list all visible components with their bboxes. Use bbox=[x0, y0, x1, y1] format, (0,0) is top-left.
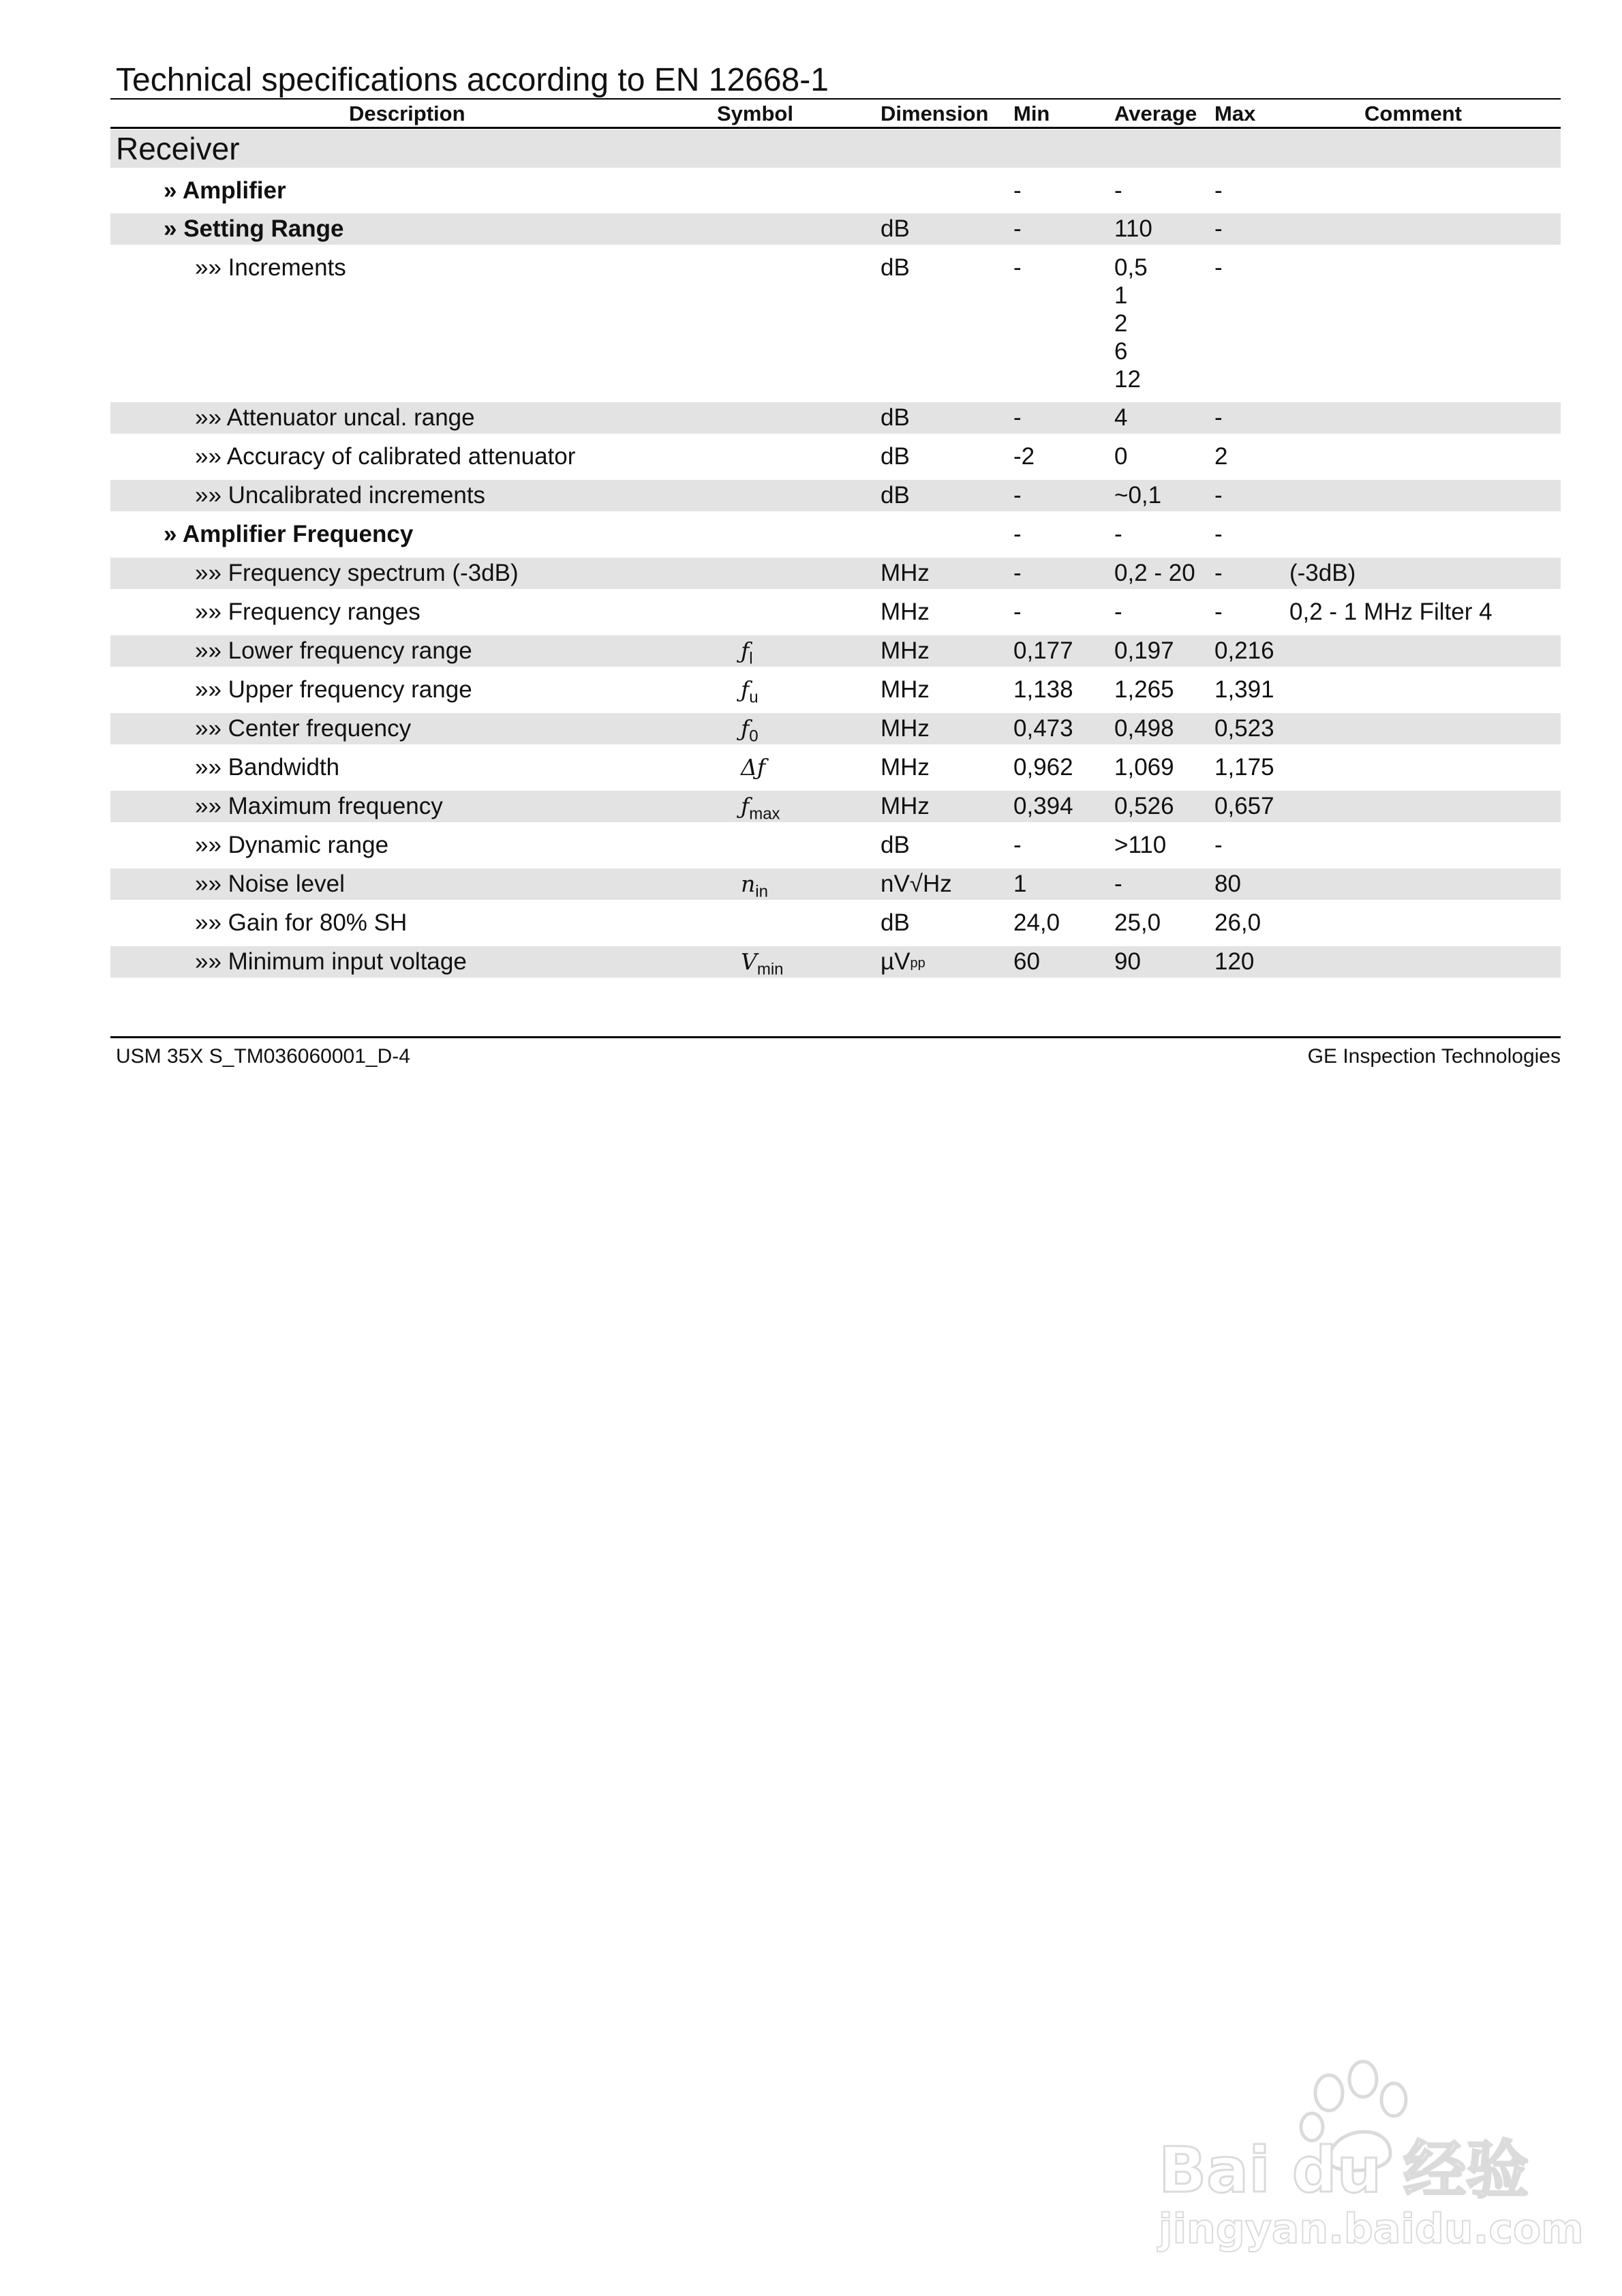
table-row bbox=[110, 830, 1561, 861]
row-max: - bbox=[1214, 599, 1223, 625]
symbol-subscript: u bbox=[749, 688, 759, 707]
row-description: »» Gain for 80% SH bbox=[195, 909, 408, 936]
symbol-main: ƒ bbox=[741, 715, 750, 742]
footer-company: GE Inspection Technologies bbox=[1307, 1045, 1561, 1068]
row-average: 0,498 bbox=[1114, 715, 1174, 742]
row-dimension bbox=[881, 868, 952, 901]
table-row bbox=[110, 558, 1561, 589]
dimension-subscript: pp bbox=[910, 955, 925, 971]
row-dimension bbox=[881, 213, 910, 246]
header-min: Min bbox=[1013, 102, 1050, 125]
watermark-url: jingyan.baidu.com bbox=[1159, 2205, 1584, 2253]
table-row bbox=[110, 596, 1561, 628]
row-min: 0,394 bbox=[1013, 793, 1073, 819]
row-dimension bbox=[881, 441, 910, 474]
row-dimension bbox=[881, 791, 930, 824]
row-max: - bbox=[1214, 177, 1223, 204]
row-description: » Amplifier Frequency bbox=[164, 521, 414, 547]
row-description: » Setting Range bbox=[164, 215, 344, 242]
row-min: 1,138 bbox=[1013, 676, 1073, 703]
dimension-main: dB bbox=[881, 404, 910, 431]
symbol-main: ƒ bbox=[741, 676, 750, 703]
dimension-main: dB bbox=[881, 909, 910, 936]
row-min: - bbox=[1013, 599, 1022, 625]
dimension-main: dB bbox=[881, 254, 910, 281]
row-description: »» Accuracy of calibrated attenuator bbox=[195, 443, 576, 470]
row-dimension bbox=[881, 752, 930, 785]
dimension-main: MHz bbox=[881, 599, 930, 625]
symbol-subscript: max bbox=[749, 804, 780, 824]
row-dimension bbox=[881, 596, 930, 629]
row-max: - bbox=[1214, 521, 1223, 547]
row-max: - bbox=[1214, 215, 1223, 242]
symbol-subscript: 0 bbox=[749, 727, 759, 746]
row-min: - bbox=[1013, 482, 1022, 509]
row-average: 90 bbox=[1114, 948, 1141, 975]
header-rule bbox=[110, 127, 1561, 129]
row-description: »» Increments bbox=[195, 254, 346, 281]
row-min: - bbox=[1013, 560, 1022, 586]
row-dimension bbox=[881, 946, 925, 979]
row-max: 1,175 bbox=[1214, 754, 1274, 781]
symbol-main: Δƒ bbox=[741, 754, 766, 781]
row-average: 0 bbox=[1114, 443, 1128, 470]
row-symbol bbox=[741, 791, 780, 830]
page-title: Technical specifications according to EN 12668-1 bbox=[116, 62, 829, 98]
dimension-main: MHz bbox=[881, 793, 930, 819]
row-average: 0,5 1 2 6 12 bbox=[1114, 254, 1148, 393]
header-description: Description bbox=[349, 102, 465, 125]
footer-rule bbox=[110, 1036, 1561, 1038]
row-min: 0,177 bbox=[1013, 637, 1073, 664]
row-dimension bbox=[881, 402, 910, 435]
row-average: - bbox=[1114, 871, 1122, 897]
table-header bbox=[110, 101, 1561, 127]
symbol-subscript: l bbox=[749, 649, 753, 668]
table-row bbox=[110, 402, 1561, 434]
row-comment: (-3dB) bbox=[1289, 560, 1356, 586]
row-symbol bbox=[741, 674, 759, 714]
dimension-main: dB bbox=[881, 832, 910, 858]
section-receiver bbox=[110, 130, 1561, 168]
row-symbol bbox=[741, 946, 784, 986]
row-description: »» Center frequency bbox=[195, 715, 412, 742]
row-description: »» Uncalibrated increments bbox=[195, 482, 486, 509]
symbol-main: n bbox=[741, 871, 756, 897]
row-max: 0,657 bbox=[1214, 793, 1274, 819]
symbol-main: ƒ bbox=[741, 637, 750, 664]
row-dimension bbox=[881, 252, 910, 285]
row-description: »» Dynamic range bbox=[195, 832, 389, 858]
row-dimension bbox=[881, 830, 910, 862]
row-max: 2 bbox=[1214, 443, 1228, 470]
row-average: 1,069 bbox=[1114, 754, 1174, 781]
row-max: 26,0 bbox=[1214, 909, 1261, 936]
row-average: 1,265 bbox=[1114, 676, 1174, 703]
table-row bbox=[110, 252, 1561, 397]
row-average: 110 bbox=[1114, 215, 1152, 242]
row-max: 0,523 bbox=[1214, 715, 1274, 742]
row-description: » Amplifier bbox=[164, 177, 286, 204]
row-average: >110 bbox=[1114, 832, 1167, 858]
table-row bbox=[110, 868, 1561, 900]
row-min: - bbox=[1013, 404, 1022, 431]
row-description: »» Frequency spectrum (-3dB) bbox=[195, 560, 519, 586]
row-description: »» Minimum input voltage bbox=[195, 948, 467, 975]
dimension-main: MHz bbox=[881, 715, 930, 742]
row-symbol bbox=[741, 752, 765, 791]
baidu-watermark bbox=[1159, 2059, 1584, 2263]
row-comment: 0,2 - 1 MHz Filter 4 bbox=[1289, 599, 1493, 625]
table-row bbox=[110, 441, 1561, 472]
table-row bbox=[110, 946, 1561, 978]
symbol-main: ƒ bbox=[741, 793, 750, 819]
dimension-main: nV√Hz bbox=[881, 871, 952, 897]
row-min: 60 bbox=[1013, 948, 1040, 975]
row-min: - bbox=[1013, 254, 1022, 281]
row-max: 120 bbox=[1214, 948, 1255, 975]
table-row bbox=[110, 480, 1561, 511]
row-description: »» Lower frequency range bbox=[195, 637, 472, 664]
row-average: 4 bbox=[1114, 404, 1128, 431]
row-max: - bbox=[1214, 404, 1223, 431]
header-symbol: Symbol bbox=[717, 102, 793, 125]
dimension-main: MHz bbox=[881, 560, 930, 586]
watermark-brand: Bai du 经验 bbox=[1159, 2134, 1529, 2207]
row-min: - bbox=[1013, 521, 1022, 547]
row-description: »» Upper frequency range bbox=[195, 676, 472, 703]
row-average: - bbox=[1114, 599, 1122, 625]
row-description: »» Bandwidth bbox=[195, 754, 340, 781]
header-comment: Comment bbox=[1364, 102, 1462, 125]
row-average: 25,0 bbox=[1114, 909, 1161, 936]
row-max: - bbox=[1214, 482, 1223, 509]
dimension-main: dB bbox=[881, 443, 910, 470]
table-row bbox=[110, 519, 1561, 550]
footer-document-id: USM 35X S_TM036060001_D-4 bbox=[116, 1045, 410, 1068]
table-row bbox=[110, 791, 1561, 822]
row-min: - bbox=[1013, 832, 1022, 858]
row-min: 24,0 bbox=[1013, 909, 1060, 936]
title-rule bbox=[110, 98, 1561, 100]
header-dimension: Dimension bbox=[881, 102, 989, 125]
dimension-main: MHz bbox=[881, 637, 930, 664]
table-row bbox=[110, 752, 1561, 783]
row-max: 1,391 bbox=[1214, 676, 1274, 703]
row-max: - bbox=[1214, 832, 1223, 858]
row-symbol bbox=[741, 635, 753, 675]
table-row bbox=[110, 635, 1561, 667]
row-max: - bbox=[1214, 254, 1223, 281]
row-average: - bbox=[1114, 177, 1122, 204]
table-row bbox=[110, 713, 1561, 744]
row-dimension bbox=[881, 635, 930, 668]
dimension-main: dB bbox=[881, 482, 910, 509]
table-row bbox=[110, 213, 1561, 245]
row-average: 0,197 bbox=[1114, 637, 1174, 664]
row-min: - bbox=[1013, 177, 1022, 204]
header-max: Max bbox=[1214, 102, 1256, 125]
row-max: - bbox=[1214, 560, 1223, 586]
row-dimension bbox=[881, 713, 930, 746]
symbol-main: V bbox=[741, 948, 757, 975]
row-min: -2 bbox=[1013, 443, 1035, 470]
symbol-subscript: min bbox=[756, 960, 784, 979]
header-average: Average bbox=[1114, 102, 1197, 125]
dimension-main: MHz bbox=[881, 676, 930, 703]
dimension-main: dB bbox=[881, 215, 910, 242]
dimension-main: MHz bbox=[881, 754, 930, 781]
row-description: »» Maximum frequency bbox=[195, 793, 443, 819]
row-dimension bbox=[881, 674, 930, 707]
row-description: »» Noise level bbox=[195, 871, 345, 897]
row-min: 0,962 bbox=[1013, 754, 1073, 781]
row-dimension bbox=[881, 480, 910, 513]
table-row bbox=[110, 907, 1561, 939]
row-max: 80 bbox=[1214, 871, 1241, 897]
row-min: 0,473 bbox=[1013, 715, 1073, 742]
row-average: 0,2 - 20 bbox=[1114, 560, 1195, 586]
table-row bbox=[110, 674, 1561, 706]
row-min: 1 bbox=[1013, 871, 1027, 897]
symbol-subscript: in bbox=[755, 882, 768, 901]
row-dimension bbox=[881, 558, 930, 590]
row-dimension bbox=[881, 907, 910, 940]
section-title: Receiver bbox=[116, 131, 240, 166]
row-average: 0,526 bbox=[1114, 793, 1174, 819]
row-symbol bbox=[741, 713, 759, 753]
row-average: ~0,1 bbox=[1114, 482, 1162, 509]
dimension-main: µV bbox=[881, 948, 911, 975]
row-symbol bbox=[741, 868, 768, 908]
row-average: - bbox=[1114, 521, 1122, 547]
row-max: 0,216 bbox=[1214, 637, 1274, 664]
table-row bbox=[110, 175, 1561, 207]
row-min: - bbox=[1013, 215, 1022, 242]
row-description: »» Frequency ranges bbox=[195, 599, 420, 625]
row-description: »» Attenuator uncal. range bbox=[195, 404, 475, 431]
